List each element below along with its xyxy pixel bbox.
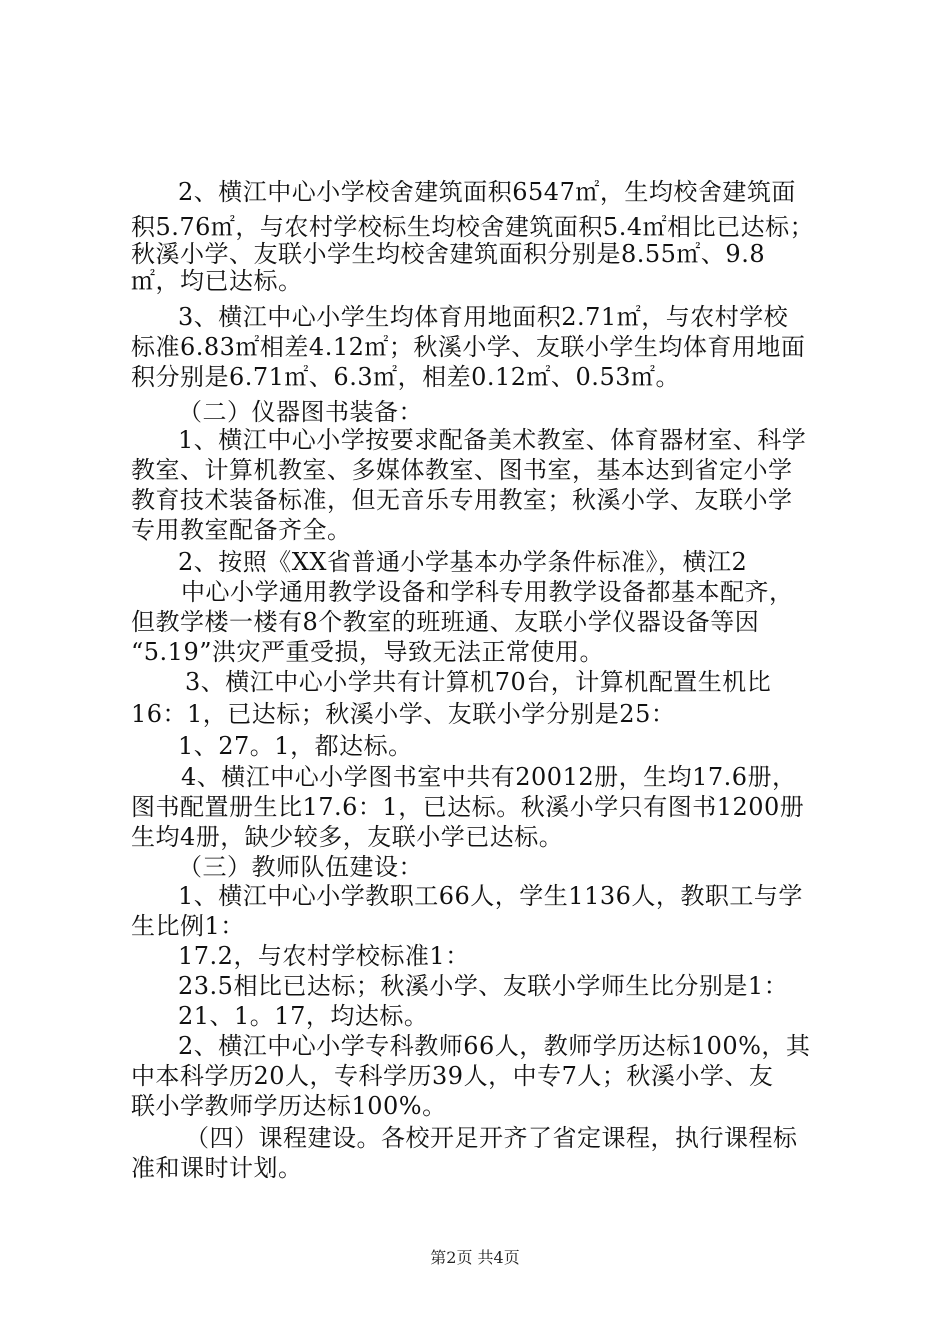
text-line: 3、横江中心小学生均体育用地面积2.71㎡，与农村学校 bbox=[178, 303, 789, 331]
section-heading: （四）课程建设。各校开足开齐了省定课程，执行课程标 bbox=[185, 1124, 798, 1152]
text-line: 4、横江中心小学图书室中共有20012册，生均17.6册， bbox=[181, 763, 797, 791]
text-line: 1、横江中心小学按要求配备美术教室、体育器材室、科学 bbox=[178, 426, 807, 454]
text-line: 1、27。1，都达标。 bbox=[178, 732, 413, 760]
text-line: 积分别是6.71㎡、6.3㎡，相差0.12㎡、0.53㎡。 bbox=[131, 363, 680, 391]
section-heading: （三）教师队伍建设： bbox=[178, 853, 423, 881]
text-line: 中心小学通用教学设备和学科专用教学设备都基本配齐， bbox=[181, 578, 794, 606]
text-line: 2、横江中心小学校舍建筑面积6547㎡，生均校舍建筑面 bbox=[178, 178, 796, 206]
text-line: 17.2，与农村学校标准1： bbox=[178, 942, 470, 970]
text-line: 中本科学历20人，专科学历39人，中专7人；秋溪小学、友 bbox=[131, 1062, 774, 1090]
text-line: 生比例1： bbox=[131, 912, 245, 940]
text-line: 2、按照《XX省普通小学基本办学条件标准》，横江2 bbox=[178, 548, 748, 576]
text-line: 联小学教师学历达标100%。 bbox=[131, 1092, 447, 1120]
text-line: 标准6.83㎡相差4.12㎡；秋溪小学、友联小学生均体育用地面 bbox=[131, 333, 806, 361]
text-line: 21、1。17，均达标。 bbox=[178, 1002, 429, 1030]
text-line: 3、横江中心小学共有计算机70台，计算机配置生机比 bbox=[185, 668, 772, 696]
text-line: 23.5相比已达标；秋溪小学、友联小学师生比分别是1： bbox=[178, 972, 789, 1000]
page-number-footer: 第2页 共4页 bbox=[430, 1248, 520, 1267]
text-line: “5.19”洪灾严重受损，导致无法正常使用。 bbox=[131, 638, 604, 666]
text-line: 但教学楼一楼有8个教室的班班通、友联小学仪器设备等因 bbox=[131, 608, 760, 636]
text-line: 教室、计算机教室、多媒体教室、图书室，基本达到省定小学 bbox=[131, 456, 793, 484]
text-line: 2、横江中心小学专科教师66人，教师学历达标100%，其 bbox=[178, 1032, 811, 1060]
text-line: 1、横江中心小学教职工66人，学生1136人，教职工与学 bbox=[178, 882, 803, 910]
text-line: 准和课时计划。 bbox=[131, 1154, 303, 1182]
section-heading: （二）仪器图书装备： bbox=[178, 398, 423, 426]
text-line: 16：1，已达标；秋溪小学、友联小学分别是25： bbox=[131, 700, 676, 728]
text-line: ㎡，均已达标。 bbox=[131, 267, 303, 295]
text-line: 专用教室配备齐全。 bbox=[131, 516, 352, 544]
text-line: 积5.76㎡，与农村学校标生均校舍建筑面积5.4㎡相比已达标； bbox=[131, 213, 815, 241]
text-line: 秋溪小学、友联小学生均校舍建筑面积分别是8.55㎡、9.8 bbox=[131, 240, 766, 268]
text-line: 图书配置册生比17.6：1，已达标。秋溪小学只有图书1200册 bbox=[131, 793, 805, 821]
text-line: 教育技术装备标准，但无音乐专用教室；秋溪小学、友联小学 bbox=[131, 486, 793, 514]
text-line: 生均4册，缺少较多，友联小学已达标。 bbox=[131, 823, 564, 851]
